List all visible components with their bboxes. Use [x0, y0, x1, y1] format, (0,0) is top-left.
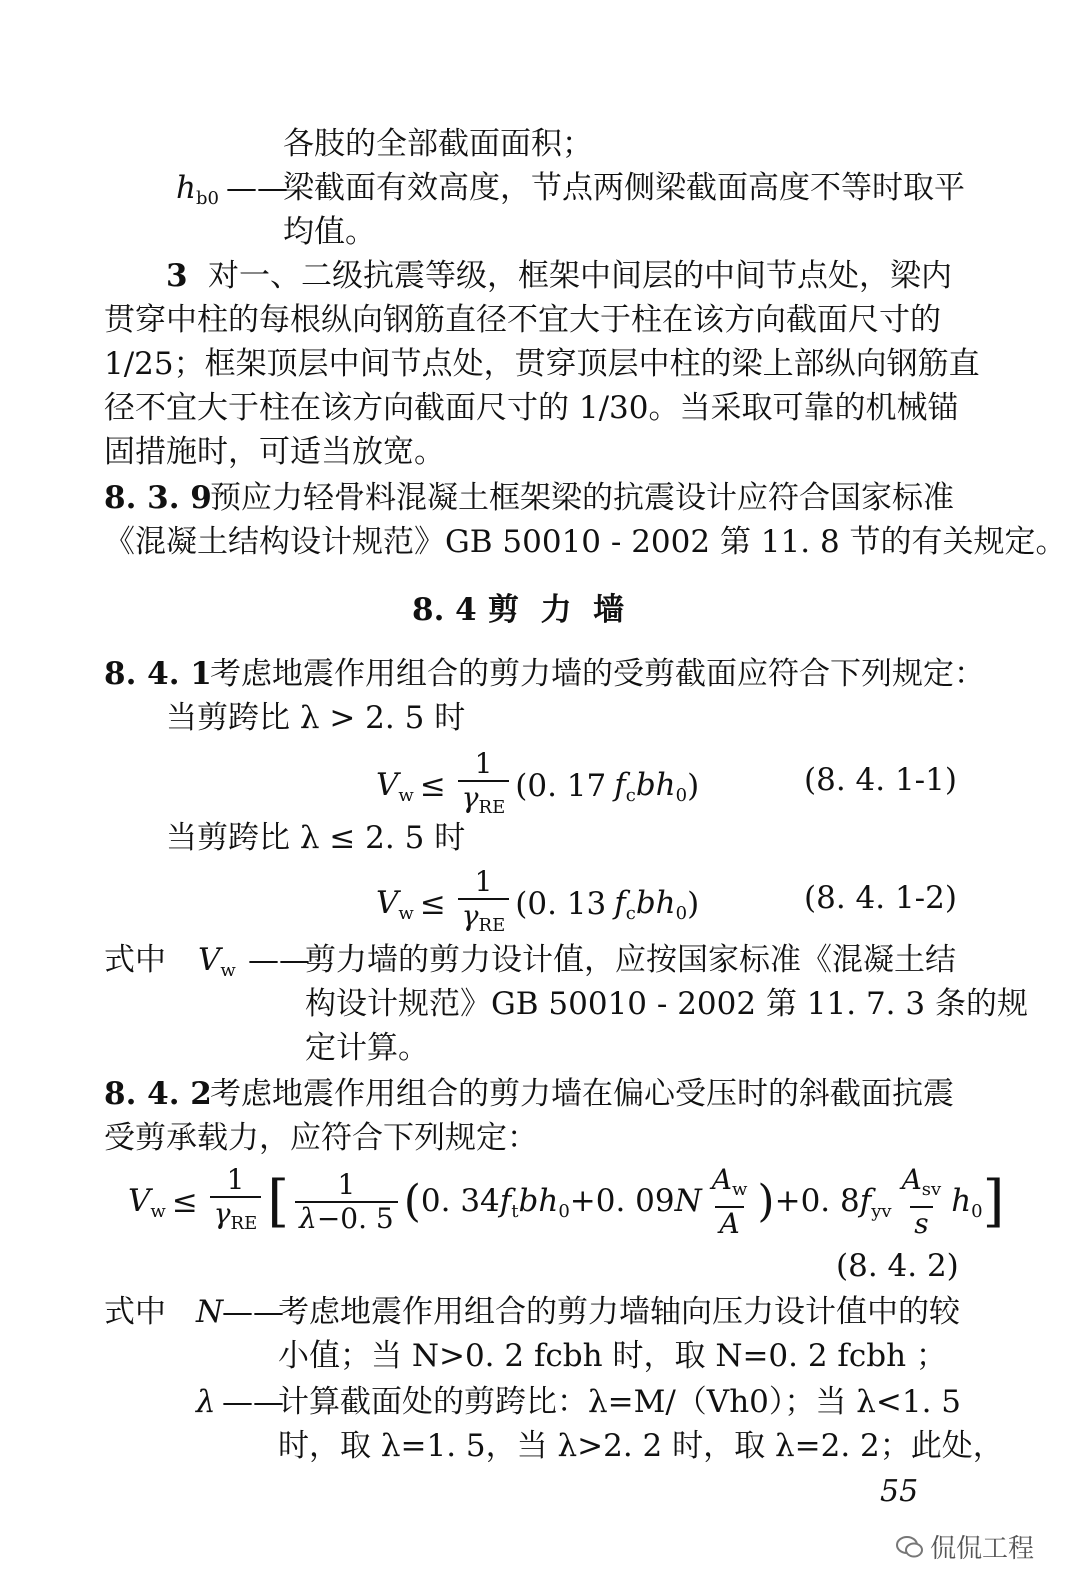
text-line: 均值。: [283, 214, 376, 250]
text-line: 梁截面有效高度，节点两侧梁截面高度不等时取平: [283, 170, 965, 206]
text-line: 径不宜大于柱在该方向截面尺寸的 1/30。当采取可靠的机械锚: [104, 390, 959, 426]
symbol-Vw: $V_w$: [198, 942, 236, 981]
equation-number: (8. 4. 1-1): [804, 762, 957, 798]
watermark-text: 侃侃工程: [930, 1534, 1035, 1564]
item-number: 3: [166, 258, 188, 294]
text-line: 对一、二级抗震等级，框架中间层的中间节点处，梁内: [208, 258, 952, 294]
symbol-hb0: $h_{b0}$: [176, 170, 219, 209]
text-line: 考虑地震作用组合的剪力墙的受剪截面应符合下列规定：: [210, 656, 985, 692]
text-line: 小值；当 N>0. 2 fcbh 时，取 N=0. 2 fcbh ；: [278, 1338, 947, 1374]
dash: ——: [226, 170, 288, 206]
equation-8-4-1-2: $V_w$ ≤ $\frac{1}{\gamma_{RE}}$ ( 0. 13 $f_cbh_0$ ): [376, 866, 699, 942]
text-line: 考虑地震作用组合的剪力墙轴向压力设计值中的较: [278, 1294, 960, 1330]
coef: 0. 17: [527, 768, 607, 804]
clause-number: 8. 4. 1: [104, 656, 212, 692]
text-line: 考虑地震作用组合的剪力墙在偏心受压时的斜截面抗震: [210, 1076, 954, 1112]
text-line: 1/25；框架顶层中间节点处，贯穿顶层中柱的梁上部纵向钢筋直: [104, 346, 980, 382]
equation-number: (8. 4. 1-2): [804, 880, 957, 916]
text-line: 时，取 λ=1. 5，当 λ>2. 2 时，取 λ=2. 2；此处，: [278, 1428, 1004, 1464]
text-line: 计算截面处的剪跨比：λ=M/（Vh0）；当 λ<1. 5: [278, 1384, 962, 1420]
text-line: 贯穿中柱的每根纵向钢筋直径不宜大于柱在该方向截面尺寸的: [104, 302, 941, 338]
equation-8-4-2: $V_w$ ≤ $\frac{1}{\gamma_{RE}}$ [ $\frac{1}{\lambda-0. 5}$ ( 0. $34f_tbh_0+0$. 09N $\frac{A_w}{A}$ ) +0. $8f_{yv}$ $\frac{A_{sv}}{s}$ $h_0$ ]: [128, 1163, 1005, 1240]
clause-number: 8. 4. 2: [104, 1076, 212, 1112]
symbol-lambda: λ: [196, 1384, 216, 1420]
dash: ——: [248, 942, 310, 978]
text-line: 各肢的全部截面面积；: [283, 126, 593, 162]
watermark: [896, 1528, 1034, 1565]
text-line: 构设计规范》GB 50010 - 2002 第 11. 7. 3 条的规: [305, 986, 1028, 1022]
text-line: 剪力墙的剪力设计值，应按国家标准《混凝土结: [305, 942, 956, 978]
coef: 0. 13: [527, 886, 607, 922]
equation-8-4-1-1: $V_w$ ≤ $\frac{1}{\gamma_{RE}}$ ( 0. 17 $f_cbh_0$ ): [376, 748, 699, 824]
page-number: 55: [880, 1474, 919, 1509]
dash: ——: [222, 1294, 284, 1330]
text-line: 定计算。: [305, 1030, 429, 1066]
symbol-N: N: [196, 1294, 224, 1330]
equation-number: (8. 4. 2): [836, 1248, 959, 1284]
text-line: 当剪跨比 λ ≤ 2. 5 时: [166, 820, 466, 856]
section-title: 剪 力 墙: [488, 592, 625, 628]
text-line: 预应力轻骨料混凝土框架梁的抗震设计应符合国家标准: [210, 480, 954, 516]
clause-number: 8. 3. 9: [104, 480, 212, 516]
text-line: 当剪跨比 λ > 2. 5 时: [166, 700, 466, 736]
where-label: 式中: [104, 942, 166, 978]
wechat-icon: [896, 1535, 924, 1559]
text-line: 《混凝土结构设计规范》GB 50010 - 2002 第 11. 8 节的有关规定。: [104, 524, 1067, 560]
text-line: 受剪承载力，应符合下列规定：: [104, 1120, 538, 1156]
section-number: 8. 4: [412, 592, 477, 628]
text-line: 固措施时，可适当放宽。: [104, 434, 445, 470]
dash: ——: [222, 1384, 284, 1420]
where-label: 式中: [104, 1294, 166, 1330]
